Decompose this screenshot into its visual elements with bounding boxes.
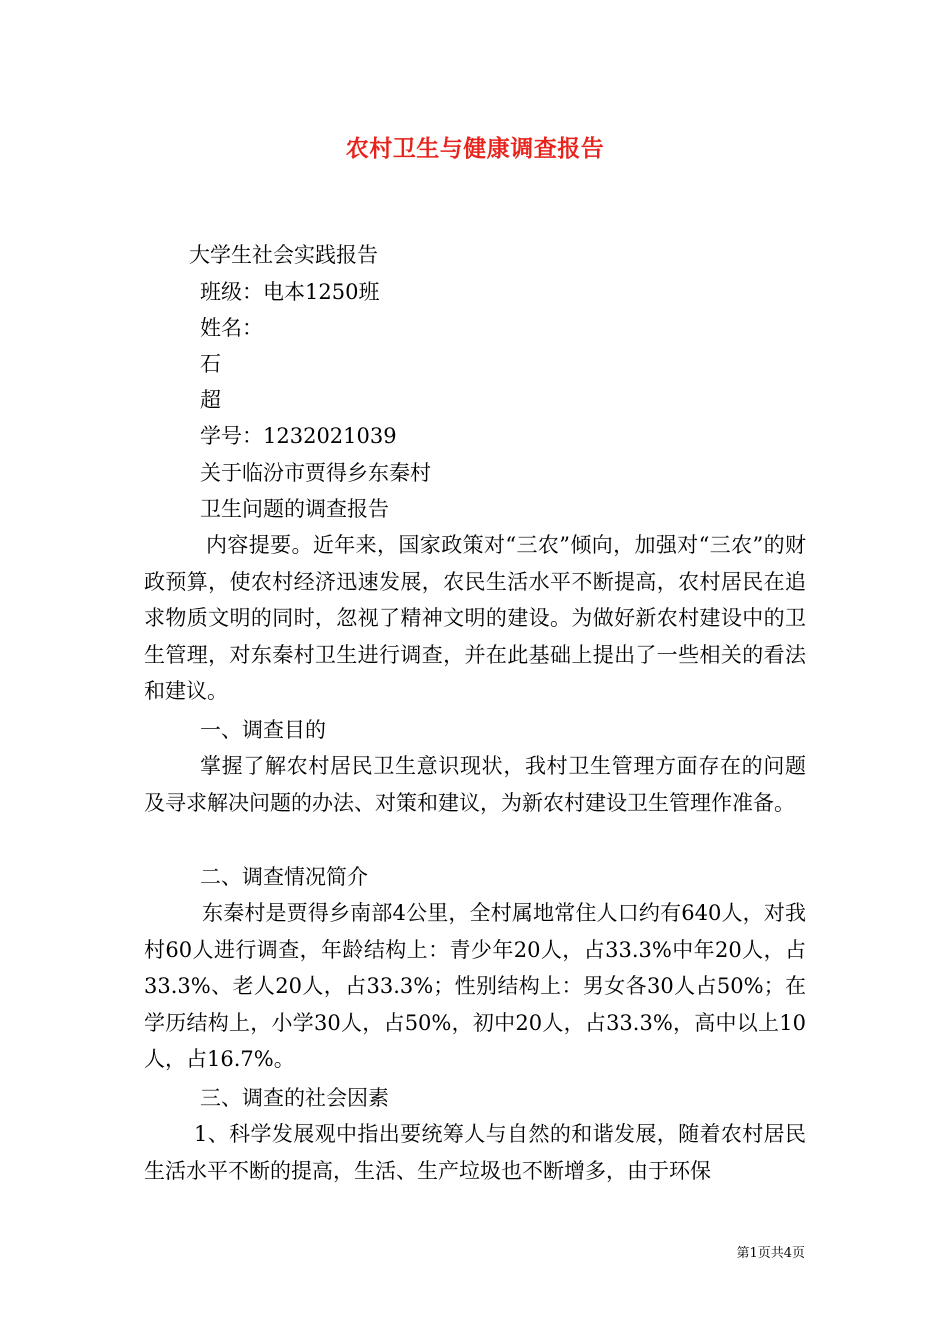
header-line-name-char-2: 超 xyxy=(200,388,221,412)
abstract-paragraph: 内容提要。近年来，国家政策对“三农”倾向，加强对“三农”的财政预算，使农村经济迅速发展，农民生活水平不断提高，农村居民在追求物质文明的同时，忽视了精神文明的建设。为做好新农村建设中的卫生管理，对东秦村卫生进行调查，并在此基础上提出了一些相关的看法和建议。 xyxy=(144,533,806,703)
section3-paragraph: 1、科学发展观中指出要统筹人与自然的和谐发展，随着农村居民生活水平不断的提高，生活、生产垃圾也不断增多，由于环保 xyxy=(144,1122,806,1183)
header-line-subtitle-1: 关于临汾市贾得乡东秦村 xyxy=(200,461,431,485)
section1-paragraph: 掌握了解农村居民卫生意识现状，我村卫生管理方面存在的问题及寻求解决问题的办法、对策和建议，为新农村建设卫生管理作准备。 xyxy=(144,754,806,815)
header-line-report-type: 大学生社会实践报告 xyxy=(189,243,378,267)
section1-heading: 一、调查目的 xyxy=(200,718,326,742)
header-line-name-label: 姓名： xyxy=(200,316,263,340)
header-line-class: 班级：电本1250班 xyxy=(200,280,380,304)
section3-heading: 三、调查的社会因素 xyxy=(200,1086,389,1110)
header-line-subtitle-2: 卫生问题的调查报告 xyxy=(200,497,389,521)
page-number-footer: 第1页共4页 xyxy=(736,1246,805,1261)
header-line-student-id: 学号：1232021039 xyxy=(200,424,397,448)
document-title: 农村卫生与健康调查报告 xyxy=(345,135,605,162)
header-line-name-char-1: 石 xyxy=(200,352,221,376)
section2-paragraph: 东秦村是贾得乡南部4公里，全村属地常住人口约有640人，对我村60人进行调查，年龄结构上：青少年20人，占33.3%中年20人，占33.3%、老人20人，占33.3%；性别结构上：男女各30人占50%；在学历结构上，小学30人，占50%，初中20人，占33.3%，高中以上10人，占16.7%。 xyxy=(144,901,806,1071)
section2-heading: 二、调查情况简介 xyxy=(200,865,368,889)
